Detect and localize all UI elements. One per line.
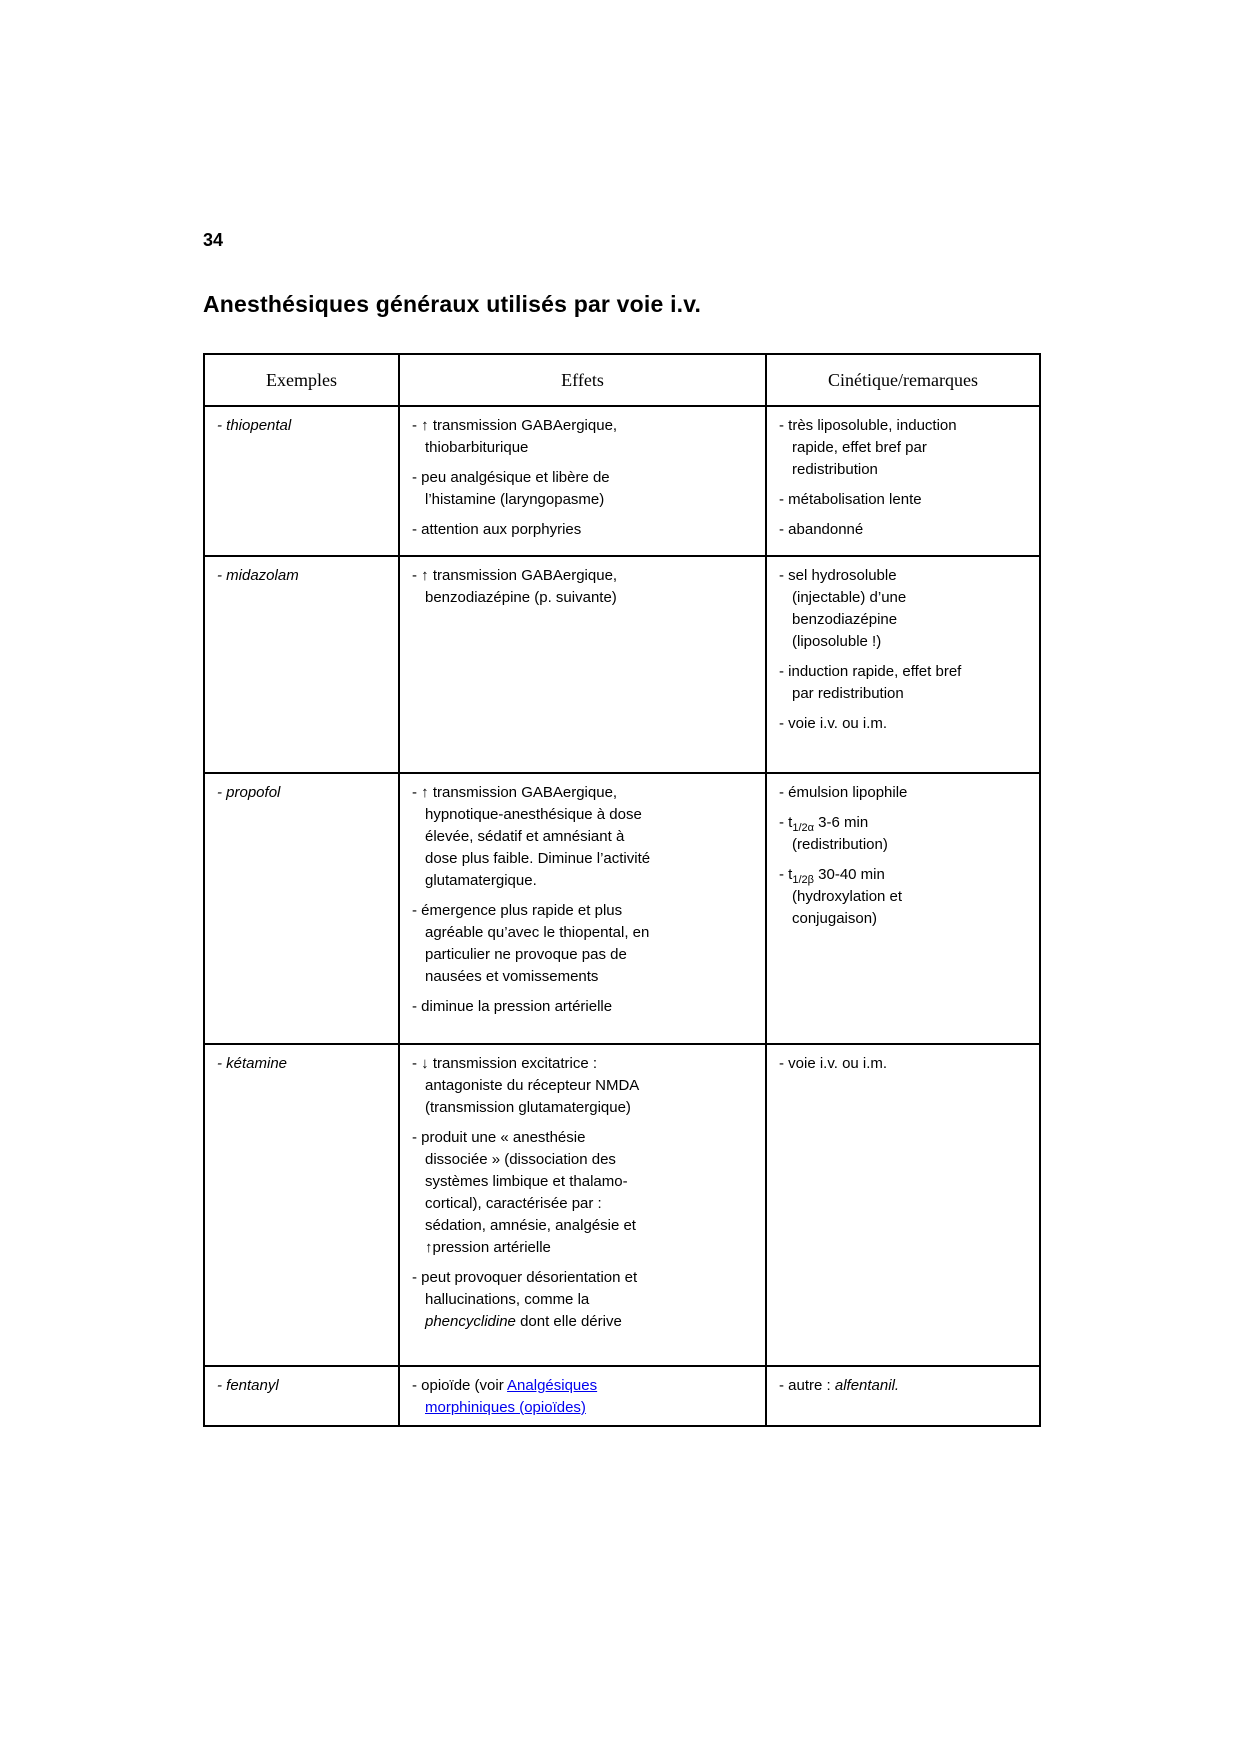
bullet-item xyxy=(779,782,1027,804)
text-segment: - kétamine xyxy=(217,1055,288,1072)
text-line xyxy=(412,1127,753,1149)
text-line xyxy=(792,587,1027,609)
text-segment: - émergence plus rapide et plus xyxy=(412,902,623,919)
bullet-item xyxy=(412,1375,753,1419)
text-segment: - ↑ transmission GABAergique, xyxy=(412,567,618,584)
text-line xyxy=(425,1171,753,1193)
text-segment: 1/2β xyxy=(792,874,814,886)
text-segment: (hydroxylation et xyxy=(792,888,903,905)
page-number: 34 xyxy=(203,230,224,250)
text-line xyxy=(779,415,1027,437)
text-line xyxy=(779,489,1027,511)
text-line xyxy=(779,782,1027,804)
text-line xyxy=(425,1149,753,1171)
text-line xyxy=(779,1053,1027,1075)
text-line xyxy=(412,565,753,587)
bullet-item xyxy=(779,1053,1027,1075)
text-segment: - midazolam xyxy=(217,567,299,584)
text-segment: benzodiazépine xyxy=(792,611,898,628)
bullet-item xyxy=(779,565,1027,653)
text-segment: - ↑ transmission GABAergique, xyxy=(412,417,618,434)
bullet-item xyxy=(779,519,1027,541)
column-header-cinetique: Cinétique/remarques xyxy=(766,354,1040,406)
bullet-item xyxy=(217,415,386,437)
bullet-item xyxy=(779,713,1027,735)
text-segment: - produit une « anesthésie xyxy=(412,1129,586,1146)
text-line xyxy=(779,565,1027,587)
bullet-item xyxy=(779,1375,1027,1397)
table-row xyxy=(204,773,1040,1044)
example-cell xyxy=(204,406,399,556)
text-segment: - attention aux porphyries xyxy=(412,521,582,538)
text-line xyxy=(412,900,753,922)
text-line xyxy=(792,609,1027,631)
bullet-item xyxy=(217,1053,386,1075)
text-segment: 30-40 min xyxy=(813,866,885,883)
text-segment: - peut provoquer désorientation et xyxy=(412,1269,638,1286)
text-segment: - t xyxy=(779,866,793,883)
text-line xyxy=(217,565,386,587)
text-segment: - diminue la pression artérielle xyxy=(412,998,613,1015)
table-row xyxy=(204,1044,1040,1366)
table-row xyxy=(204,556,1040,773)
text-segment: thiobarbiturique xyxy=(425,439,529,456)
text-segment: cortical), caractérisée par : xyxy=(425,1195,602,1212)
text-line xyxy=(217,782,386,804)
text-line xyxy=(425,966,753,988)
text-line xyxy=(425,1289,753,1311)
text-segment: hypnotique-anesthésique à dose xyxy=(425,806,642,823)
text-line xyxy=(412,467,753,489)
bullet-item xyxy=(412,565,753,609)
kinetics-cell xyxy=(766,1366,1040,1426)
text-segment: - voie i.v. ou i.m. xyxy=(779,715,888,732)
text-line xyxy=(412,1375,753,1397)
text-line xyxy=(412,1053,753,1075)
text-segment: - fentanyl xyxy=(217,1377,279,1394)
text-line xyxy=(412,996,753,1018)
bullet-item xyxy=(779,864,1027,930)
text-line xyxy=(412,415,753,437)
text-segment: (transmission glutamatergique) xyxy=(425,1099,631,1116)
bullet-item xyxy=(779,415,1027,481)
text-line xyxy=(425,1397,753,1419)
text-segment: - voie i.v. ou i.m. xyxy=(779,1055,888,1072)
text-segment: - abandonné xyxy=(779,521,864,538)
text-segment: élevée, sédatif et amnésiant à xyxy=(425,828,625,845)
bullet-item xyxy=(412,782,753,892)
text-line xyxy=(425,1097,753,1119)
effects-cell xyxy=(399,1044,766,1366)
kinetics-cell xyxy=(766,773,1040,1044)
text-segment: - propofol xyxy=(217,784,281,801)
text-segment: - autre : xyxy=(779,1377,835,1394)
text-line xyxy=(425,922,753,944)
text-segment: - sel hydrosoluble xyxy=(779,567,897,584)
text-line xyxy=(792,631,1027,653)
text-segment: rapide, effet bref par xyxy=(792,439,927,456)
text-line xyxy=(792,886,1027,908)
text-segment: particulier ne provoque pas de xyxy=(425,946,627,963)
bullet-item xyxy=(779,812,1027,856)
text-line xyxy=(792,459,1027,481)
kinetics-cell xyxy=(766,556,1040,773)
text-line xyxy=(425,1193,753,1215)
text-line xyxy=(425,587,753,609)
text-line xyxy=(425,804,753,826)
text-line xyxy=(425,489,753,511)
morphinic-analgesics-link[interactable]: morphiniques (opioïdes) xyxy=(425,1399,586,1416)
text-line xyxy=(425,1311,753,1333)
text-line xyxy=(412,519,753,541)
text-line xyxy=(779,812,1027,834)
text-line xyxy=(425,437,753,459)
kinetics-cell xyxy=(766,406,1040,556)
text-segment: 3-6 min xyxy=(814,814,869,831)
bullet-item xyxy=(412,1053,753,1119)
drug-table xyxy=(203,353,1041,1427)
text-segment: systèmes limbique et thalamo- xyxy=(425,1173,628,1190)
page-title: Anesthésiques généraux utilisés par voie i.v. xyxy=(203,291,702,317)
bullet-item xyxy=(412,900,753,988)
text-line xyxy=(779,1375,1027,1397)
effects-cell xyxy=(399,406,766,556)
table-body xyxy=(204,406,1040,1426)
bullet-item xyxy=(412,467,753,511)
effects-cell xyxy=(399,773,766,1044)
bullet-item xyxy=(779,661,1027,705)
bullet-item xyxy=(412,415,753,459)
text-segment: - t xyxy=(779,814,793,831)
text-line xyxy=(425,1075,753,1097)
text-segment: dont elle dérive xyxy=(515,1313,622,1330)
bullet-item xyxy=(217,565,386,587)
text-segment: - induction rapide, effet bref xyxy=(779,663,962,680)
bullet-item xyxy=(412,1267,753,1333)
table-row xyxy=(204,406,1040,556)
text-line xyxy=(792,437,1027,459)
text-line xyxy=(425,826,753,848)
text-segment: dissociée » (dissociation des xyxy=(425,1151,616,1168)
bullet-item xyxy=(217,1375,386,1397)
morphinic-analgesics-link[interactable]: Analgésiques xyxy=(507,1377,598,1394)
text-segment: agréable qu’avec le thiopental, en xyxy=(425,924,650,941)
bullet-item xyxy=(217,782,386,804)
text-segment: par redistribution xyxy=(792,685,904,702)
text-segment: glutamatergique. xyxy=(425,872,537,889)
text-segment: (injectable) d’une xyxy=(792,589,907,606)
text-segment: - ↑ transmission GABAergique, xyxy=(412,784,618,801)
text-segment: dose plus faible. Diminue l’activité xyxy=(425,850,651,867)
text-line xyxy=(217,1053,386,1075)
text-segment: ↑pression artérielle xyxy=(425,1239,551,1256)
column-header-exemples: Exemples xyxy=(204,354,399,406)
text-line xyxy=(425,1237,753,1259)
text-segment: antagoniste du récepteur NMDA xyxy=(425,1077,640,1094)
text-line xyxy=(792,908,1027,930)
text-segment: - très liposoluble, induction xyxy=(779,417,957,434)
text-line xyxy=(425,870,753,892)
text-segment: benzodiazépine (p. suivante) xyxy=(425,589,617,606)
text-segment: alfentanil. xyxy=(834,1377,900,1394)
text-segment: sédation, amnésie, analgésie et xyxy=(425,1217,636,1234)
text-line xyxy=(779,713,1027,735)
bullet-item xyxy=(412,1127,753,1259)
text-segment: (redistribution) xyxy=(792,836,888,853)
kinetics-cell xyxy=(766,1044,1040,1366)
text-segment: redistribution xyxy=(792,461,878,478)
effects-cell xyxy=(399,556,766,773)
table-row xyxy=(204,1366,1040,1426)
text-segment: - émulsion lipophile xyxy=(779,784,908,801)
text-line xyxy=(779,661,1027,683)
text-segment: - ↓ transmission excitatrice : xyxy=(412,1055,598,1072)
text-line xyxy=(792,834,1027,856)
text-line xyxy=(217,415,386,437)
table-header-row xyxy=(204,354,1040,406)
text-line xyxy=(425,848,753,870)
text-line xyxy=(779,519,1027,541)
text-line xyxy=(217,1375,386,1397)
effects-cell xyxy=(399,1366,766,1426)
text-line xyxy=(792,683,1027,705)
example-cell xyxy=(204,1366,399,1426)
column-header-effets: Effets xyxy=(399,354,766,406)
bullet-item xyxy=(412,996,753,1018)
bullet-item xyxy=(779,489,1027,511)
text-segment: 1/2α xyxy=(792,822,814,834)
text-segment: conjugaison) xyxy=(792,910,878,927)
text-segment: - thiopental xyxy=(217,417,292,434)
text-segment: - opioïde (voir xyxy=(412,1377,508,1394)
text-segment: - métabolisation lente xyxy=(779,491,922,508)
text-segment: phencyclidine xyxy=(425,1313,516,1330)
text-line xyxy=(779,864,1027,886)
text-segment: nausées et vomissements xyxy=(425,968,599,985)
example-cell xyxy=(204,556,399,773)
bullet-item xyxy=(412,519,753,541)
text-segment: - peu analgésique et libère de xyxy=(412,469,610,486)
example-cell xyxy=(204,1044,399,1366)
text-line xyxy=(425,1215,753,1237)
text-segment: hallucinations, comme la xyxy=(425,1291,590,1308)
text-segment: l’histamine (laryngopasme) xyxy=(425,491,605,508)
text-line xyxy=(412,782,753,804)
text-line xyxy=(425,944,753,966)
example-cell xyxy=(204,773,399,1044)
text-segment: (liposoluble !) xyxy=(792,633,882,650)
text-line xyxy=(412,1267,753,1289)
